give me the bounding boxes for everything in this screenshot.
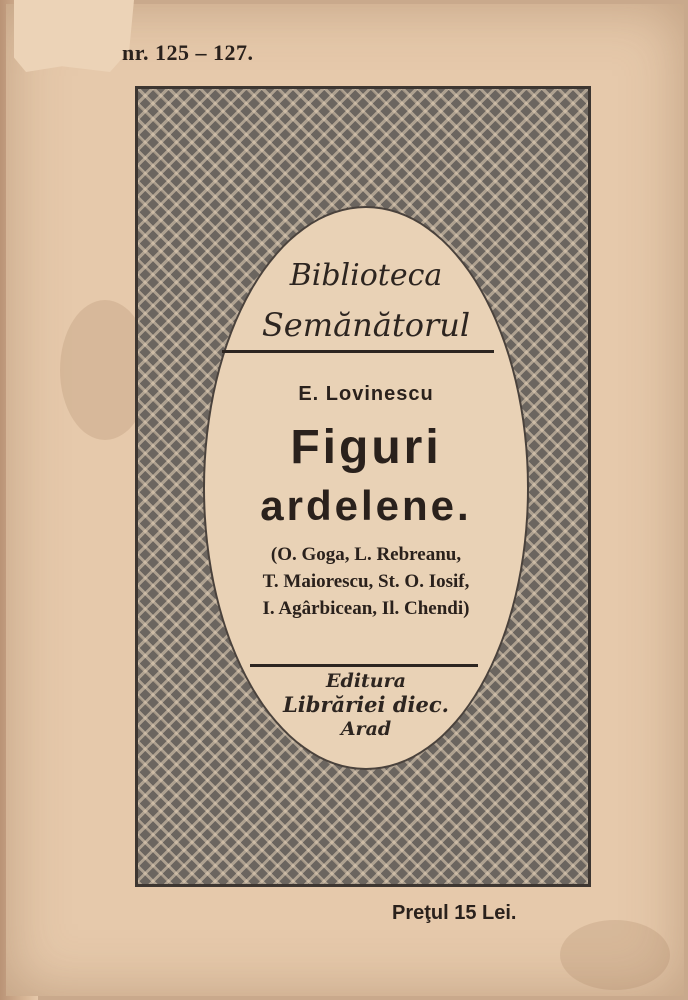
subjects-line3: I. Agârbicean, Il. Chendi) [262,598,470,619]
publisher-line2: Librăriei diec. [283,692,449,717]
divider-rule [250,664,478,667]
publisher-line1: Editura [326,670,406,692]
publisher-line3: Arad [340,718,392,740]
book-title-line2: ardelene. [260,482,472,529]
series-number: nr. 125 – 127. [122,40,254,65]
divider-rule [222,350,494,353]
series-name-line2: Semănătorul [261,306,471,344]
subjects-line1: (O. Goga, L. Rebreanu, [270,544,462,565]
paper-stain [560,920,670,990]
author-name: E. Lovinescu [298,383,434,405]
subjects-line2: T. Maiorescu, St. O. Iosif, [262,571,470,592]
price-label: Preţul 15 Lei. [392,902,517,924]
series-name-line1: Biblioteca [289,258,443,293]
book-title-line1: Figuri [290,421,442,474]
torn-corner [14,0,134,72]
